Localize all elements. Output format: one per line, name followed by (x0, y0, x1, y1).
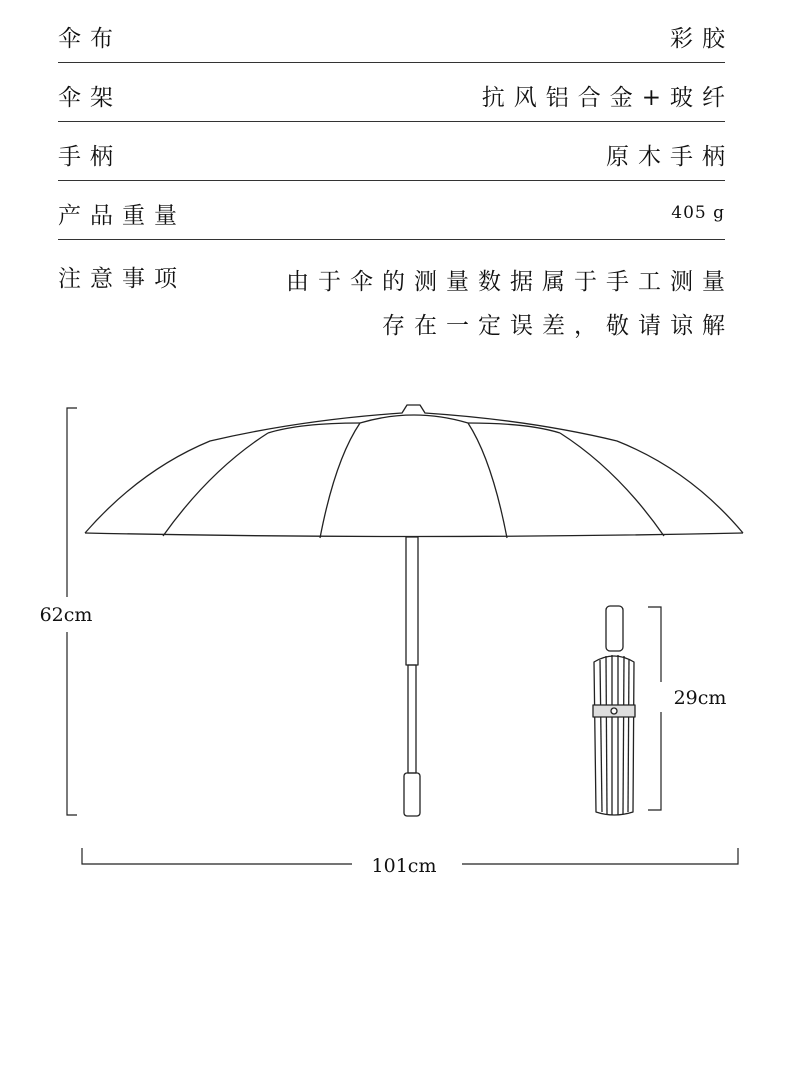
spec-label-fabric: 伞布 (58, 25, 122, 52)
spec-table (58, 10, 734, 348)
folded-length-label: 29cm (673, 687, 727, 709)
notes-text (286, 260, 734, 348)
spec-row-fabric (58, 10, 734, 63)
spec-row-handle (58, 128, 734, 181)
folded-umbrella-illustration (593, 606, 635, 815)
open-width-label: 101cm (371, 855, 437, 877)
umbrella-dimension-diagram (0, 370, 790, 890)
spec-label-frame: 伞架 (58, 84, 122, 111)
spec-row-notes (58, 246, 734, 348)
spec-value-fabric: 彩胶 (670, 25, 734, 52)
open-height-label: 62cm (39, 604, 93, 626)
spec-row-frame (58, 69, 734, 122)
dimension-lines (67, 408, 738, 864)
spec-row-weight (58, 187, 725, 240)
spec-label-handle: 手柄 (58, 143, 122, 170)
open-umbrella-illustration (85, 405, 743, 816)
notes-label: 注意事项 (58, 266, 186, 292)
notes-line-2: 存在一定误差，敬请谅解 (382, 313, 734, 339)
spec-value-weight: 405 g (671, 203, 725, 223)
notes-line-1: 由于伞的测量数据属于手工测量 (286, 269, 734, 295)
spec-value-handle: 原木手柄 (606, 143, 734, 170)
spec-value-frame: 抗风铝合金+玻纤 (481, 84, 734, 111)
spec-label-weight: 产品重量 (58, 202, 186, 229)
